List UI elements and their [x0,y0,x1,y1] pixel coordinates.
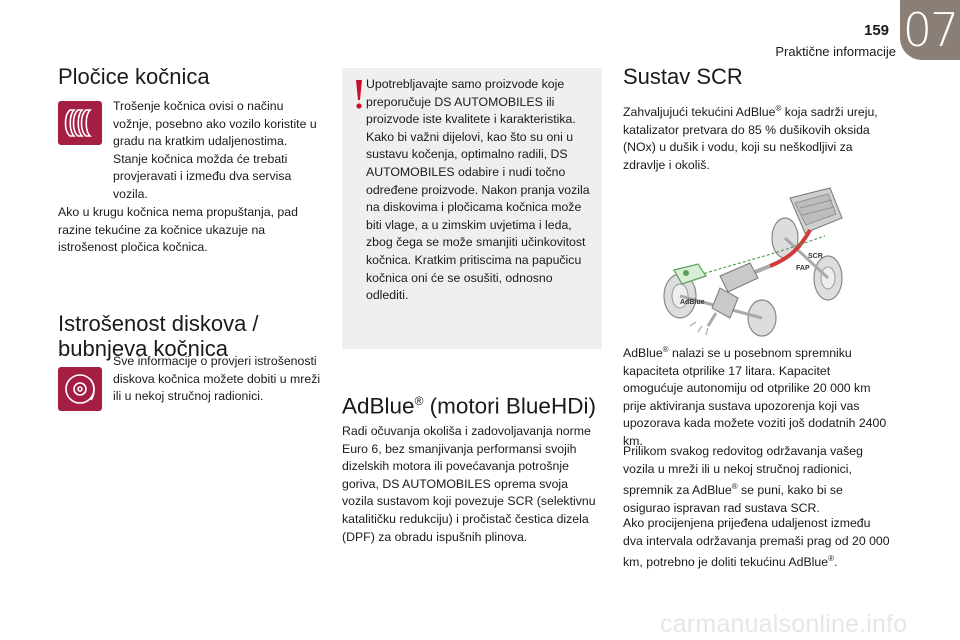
chapter-number-badge: 07 [900,0,960,60]
brake-disc-icon [58,367,102,411]
brake-pads-heading: Pločice kočnica [58,64,210,89]
scr-intro-sup: ® [775,104,782,113]
warning-box [342,68,602,348]
adblue-label: AdBlue [680,299,705,306]
fap-label: FAP [796,265,810,272]
section-divider [342,348,602,349]
discs-icon-text: Sve informacije o provjeri istrošenosti diskova kočnica možete dobiti u mreži ili u nekoj stručnoj radionici. [113,354,321,404]
scr-paragraph-1 [623,341,891,451]
brake-pads-paragraph: Ako u krugu kočnica nema propuštanja, pad razine tekućine za kočnice ukazuje na istrošenost pločica kočnica. [58,205,298,255]
watermark: carmanualsonline.info [660,610,908,638]
warning-icon [352,78,366,110]
adblue-heading [342,388,612,420]
p1-sup: ® [662,345,669,354]
brake-pads-icon-text: Trošenje kočnica ovisi o načinu vožnje, posebno ako vozilo koristite u gradu na kratkim udaljenostima. Stanje kočnica možda će trebati provjeravati i između dva servisa vozila. [113,99,317,201]
scr-paragraph-2 [623,443,891,517]
adblue-heading-rest: (motori BlueHDi) [423,393,596,419]
engine-block [790,188,842,233]
p1-b: nalazi se u posebnom spremniku kapaciteta otprilike 17 litara. Kapacitet omogućuje autonomiju od otprilike 20 000 km prije aktiviranja sustava upozorenja koji vas upozorava kada možete voziti još dodatnih 2400 km. [623,346,887,449]
chapter-title: Praktične informacije [775,44,896,59]
scr-system-diagram [650,178,850,338]
scr-paragraph-3 [623,515,891,572]
scr-intro [623,100,891,174]
p1-a: AdBlue [623,346,663,361]
scr-heading: Sustav SCR [623,64,743,89]
p2-sup: ® [731,482,738,492]
discs-heading: Istrošenost diskova / bubnjeva kočnica [58,311,259,361]
p3-a: Ako procijenjena prijeđena udaljenost između dva intervala održavanja premaši prag od 20 000 km, potrebno je doliti tekućinu AdBlue [623,516,890,570]
brake-pads-icon [58,101,102,145]
warning-text: Upotrebljavajte samo proizvode koje preporučuje DS AUTOMOBILES ili proizvode iste kvalitete i karakteristika. Kako bi važni dijelovi, kao što su oni u sustavu kočenja, optimalno radili, DS AUTOMOBILES odabire i nudi točno određene proizvode. Nakon pranja vozila na diskovima i pločicama kočnica može biti vlage, a u zimskim uvjetima i leda, zbog čega se može smanjiti učinkovitost kočnica. Kratkim pritiscima na papučicu kočnica oni će se osušiti, odnosno odlediti. [366,77,590,303]
scr-intro-a: Zahvaljujući tekućini AdBlue [623,105,776,120]
scr-label: SCR [808,253,823,260]
muffler [708,288,738,326]
adblue-paragraph: Radi očuvanja okoliša i zadovoljavanja norme Euro 6, bez smanjivanja performansi svojih dizelskih motora ili povećavanja potrošnje goriva, DS AUTOMOBILES oprema svoja vozila sustavom koji povezuje SCR (selektivnu katalitičku redukciju) i pročistač čestica dizela (DPF) za obradu ispušnih plinova. [342,424,596,544]
adblue-heading-main: AdBlue [342,393,415,419]
p2-b: se puni, kako bi se osigurao ispravan rad sustava SCR. [623,483,843,515]
scr-intro-b: koja sadrži ureju, katalizator pretvara do 85 % dušikovih oksida (NOx) u dušik i vodu, koji su neškodljivi za zdravlje i okoliš. [623,105,878,172]
p3-b: . [833,555,838,570]
exhaust-output [690,322,708,335]
p2-a: Prilikom svakog redovitog održavanja vašeg vozila u mreži ili u nekoj stručnoj radionici, spremnik za AdBlue [623,444,863,498]
p3-sup: ® [828,554,834,564]
adblue-heading-sup: ® [414,394,424,408]
page-number: 159 [864,22,890,39]
